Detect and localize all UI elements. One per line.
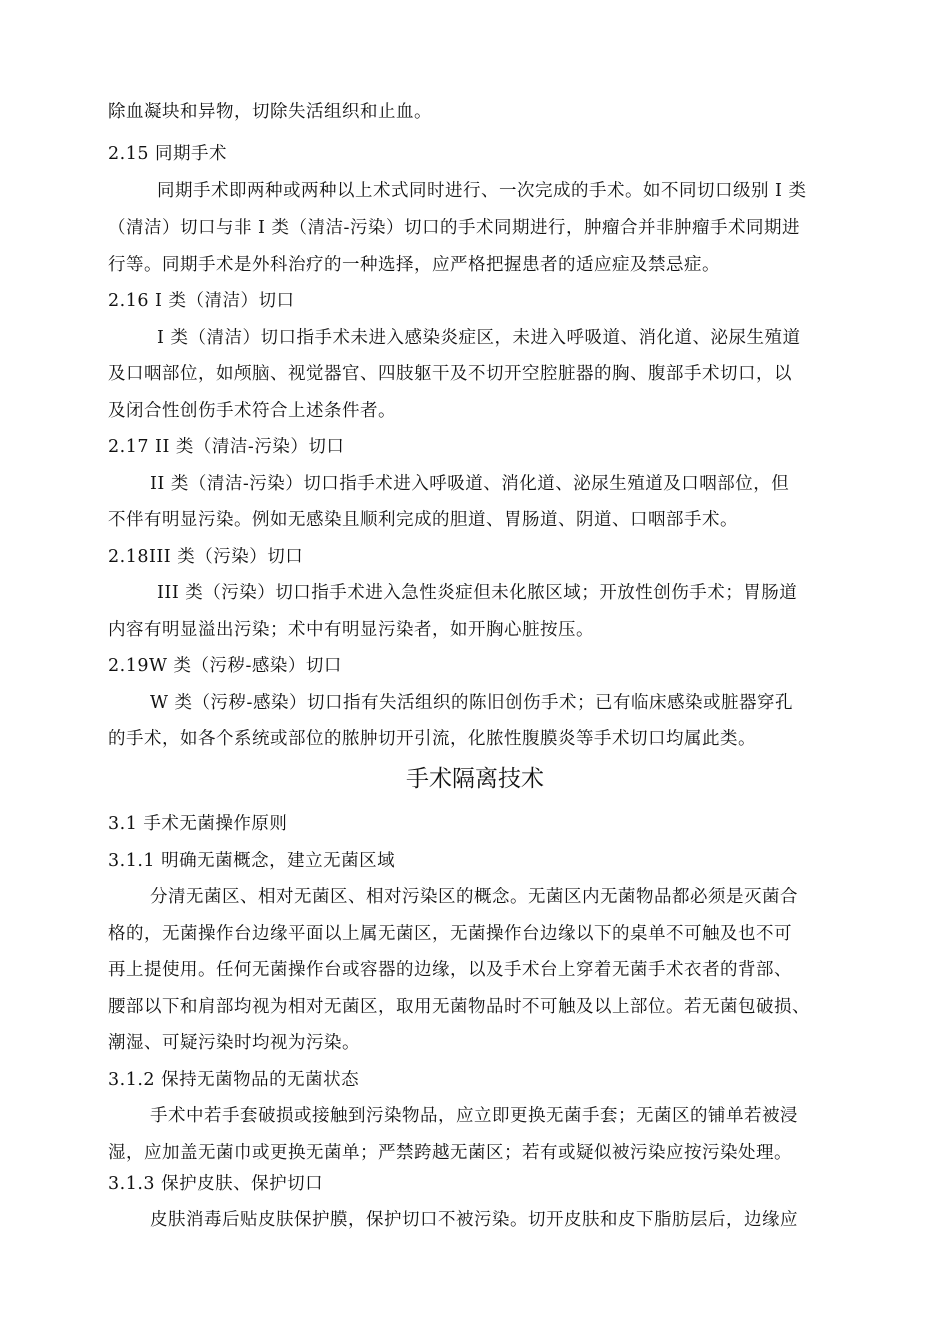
section-heading-3-1: 3.1 手术无菌操作原则 bbox=[108, 814, 288, 834]
paragraph-line: （清洁）切口与非 I 类（清洁-污染）切口的手术同期进行，肿瘤合并非肿瘤手术同期进 bbox=[108, 218, 800, 238]
paragraph-line: W 类（污秽-感染）切口指有失活组织的陈旧创伤手术；已有临床感染或脏器穿孔 bbox=[150, 693, 793, 713]
paragraph-line: 皮肤消毒后贴皮肤保护膜，保护切口不被污染。切开皮肤和皮下脂肪层后，边缘应 bbox=[150, 1210, 798, 1230]
paragraph-line: 分清无菌区、相对无菌区、相对污染区的概念。无菌区内无菌物品都必须是灭菌合 bbox=[150, 887, 798, 907]
paragraph-line: 腰部以下和肩部均视为相对无菌区，取用无菌物品时不可触及以上部位。若无菌包破损、 bbox=[108, 997, 810, 1017]
paragraph-line: 除血凝块和异物，切除失活组织和止血。 bbox=[108, 102, 432, 122]
section-heading-2-18: 2.18III 类（污染）切口 bbox=[108, 547, 304, 567]
paragraph-line: 及口咽部位，如颅脑、视觉器官、四肢躯干及不切开空腔脏器的胸、腹部手术切口，以 bbox=[108, 364, 792, 384]
paragraph-line: I 类（清洁）切口指手术未进入感染炎症区，未进入呼吸道、消化道、泌尿生殖道 bbox=[157, 328, 801, 348]
paragraph-line: 不伴有明显污染。例如无感染且顺利完成的胆道、胃肠道、阴道、口咽部手术。 bbox=[108, 510, 738, 530]
paragraph-line: 及闭合性创伤手术符合上述条件者。 bbox=[108, 401, 396, 421]
paragraph-line: 手术中若手套破损或接触到污染物品，应立即更换无菌手套；无菌区的铺单若被浸 bbox=[150, 1106, 798, 1126]
paragraph-line: 同期手术即两种或两种以上术式同时进行、一次完成的手术。如不同切口级别 I 类 bbox=[157, 181, 807, 201]
section-heading-3-1-3: 3.1.3 保护皮肤、保护切口 bbox=[108, 1174, 324, 1194]
section-heading-2-17: 2.17 II 类（清洁-污染）切口 bbox=[108, 437, 345, 457]
paragraph-line: 湿，应加盖无菌巾或更换无菌单；严禁跨越无菌区；若有或疑似被污染应按污染处理。 bbox=[108, 1143, 792, 1163]
chapter-title: 手术隔离技术 bbox=[406, 766, 544, 792]
section-heading-2-19: 2.19W 类（污秽-感染）切口 bbox=[108, 656, 342, 676]
paragraph-line: 的手术，如各个系统或部位的脓肿切开引流，化脓性腹膜炎等手术切口均属此类。 bbox=[108, 729, 756, 749]
paragraph-line: 行等。同期手术是外科治疗的一种选择，应严格把握患者的适应症及禁忌症。 bbox=[108, 255, 720, 275]
paragraph-line: 潮湿、可疑污染时均视为污染。 bbox=[108, 1033, 360, 1053]
section-heading-3-1-1: 3.1.1 明确无菌概念，建立无菌区域 bbox=[108, 851, 396, 871]
paragraph-line: III 类（污染）切口指手术进入急性炎症但未化脓区域；开放性创伤手术；胃肠道 bbox=[157, 583, 798, 603]
paragraph-line: II 类（清洁-污染）切口指手术进入呼吸道、消化道、泌尿生殖道及口咽部位，但 bbox=[150, 474, 790, 494]
paragraph-line: 再上提使用。任何无菌操作台或容器的边缘，以及手术台上穿着无菌手术衣者的背部、 bbox=[108, 960, 792, 980]
section-heading-2-15: 2.15 同期手术 bbox=[108, 144, 228, 164]
paragraph-line: 格的，无菌操作台边缘平面以上属无菌区，无菌操作台边缘以下的桌单不可触及也不可 bbox=[108, 924, 792, 944]
paragraph-line: 内容有明显溢出污染；术中有明显污染者，如开胸心脏按压。 bbox=[108, 620, 594, 640]
section-heading-2-16: 2.16 I 类（清洁）切口 bbox=[108, 291, 295, 311]
section-heading-3-1-2: 3.1.2 保持无菌物品的无菌状态 bbox=[108, 1070, 360, 1090]
